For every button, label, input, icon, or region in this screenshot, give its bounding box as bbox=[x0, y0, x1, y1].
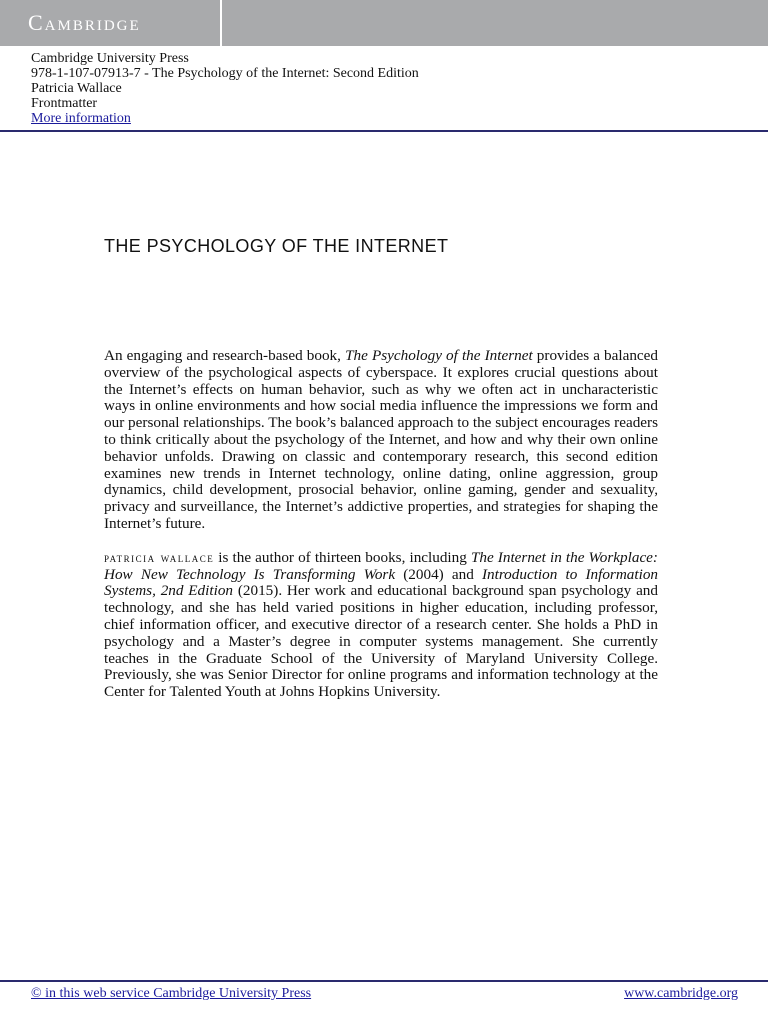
header-bar bbox=[0, 0, 768, 46]
author-name: patricia wallace bbox=[104, 549, 215, 565]
header-rule bbox=[0, 130, 768, 132]
bio-part-a: is the author of thirteen books, including bbox=[214, 548, 471, 566]
author-bio bbox=[104, 550, 658, 701]
website-link[interactable]: www.cambridge.org bbox=[624, 986, 738, 1001]
footer-rule bbox=[0, 980, 768, 982]
book-title: THE PSYCHOLOGY OF THE INTERNET bbox=[104, 236, 449, 256]
bio-part-c: (2015). Her work and educational background span psychology and technology, and she has held varied positions in higher education, including professor, chief information officer, and executive director of a research center. She holds a PhD in psychology and a Master’s degree in computer systems management. She currently teaches in the Graduate School of the University of Maryland University College. Previously, she was Senior Director for online programs and information technology at the Center for Talented Youth at Johns Hopkins University. bbox=[104, 582, 658, 701]
bio-part-b: (2004) and bbox=[395, 565, 482, 583]
book-blurb bbox=[104, 348, 658, 701]
book-description bbox=[104, 348, 658, 533]
bio-book-title-1: The Internet in the Workplace: How New Technology Is Transforming Work bbox=[104, 548, 658, 583]
copyright-link[interactable]: © in this web service Cambridge University Press bbox=[31, 986, 312, 1001]
cambridge-logo: Cambridge bbox=[28, 10, 141, 35]
description-intro: An engaging and research-based book, bbox=[104, 347, 346, 364]
more-information-link[interactable]: More information bbox=[31, 111, 131, 126]
description-body: provides a balanced overview of the psychological aspects of cyberspace. It explores crucial questions about the Internet’s effects on human behavior, such as why we often act in uncharacteristic ways in online environments and how social media influence the impressions we form and our personal relationships. The book’s balanced approach to the subject encourages readers to think critically about the psychology of the Internet, and how and why their own online behavior unfolds. Drawing on classic and contemporary research, this second edition examines new trends in Internet technology, online dating, online aggression, group dynamics, child development, prosocial behavior, online gaming, gender and sexuality, privacy and surveillance, the Internet’s addictive properties, and strategies for shaping the Internet’s future. bbox=[104, 347, 659, 532]
isbn-title-line: 978-1-107-07913-7 - The Psychology of the Internet: Second Edition bbox=[31, 66, 419, 81]
footer bbox=[31, 986, 738, 1002]
bio-book-title-2: Introduction to Information Systems, 2nd Edition bbox=[104, 565, 659, 600]
section-line: Frontmatter bbox=[31, 96, 98, 111]
author-line: Patricia Wallace bbox=[31, 81, 122, 96]
book-metadata bbox=[31, 51, 419, 126]
header-divider bbox=[220, 0, 222, 46]
description-book-title: The Psychology of the Internet bbox=[345, 347, 533, 364]
publisher-line: Cambridge University Press bbox=[31, 51, 189, 66]
